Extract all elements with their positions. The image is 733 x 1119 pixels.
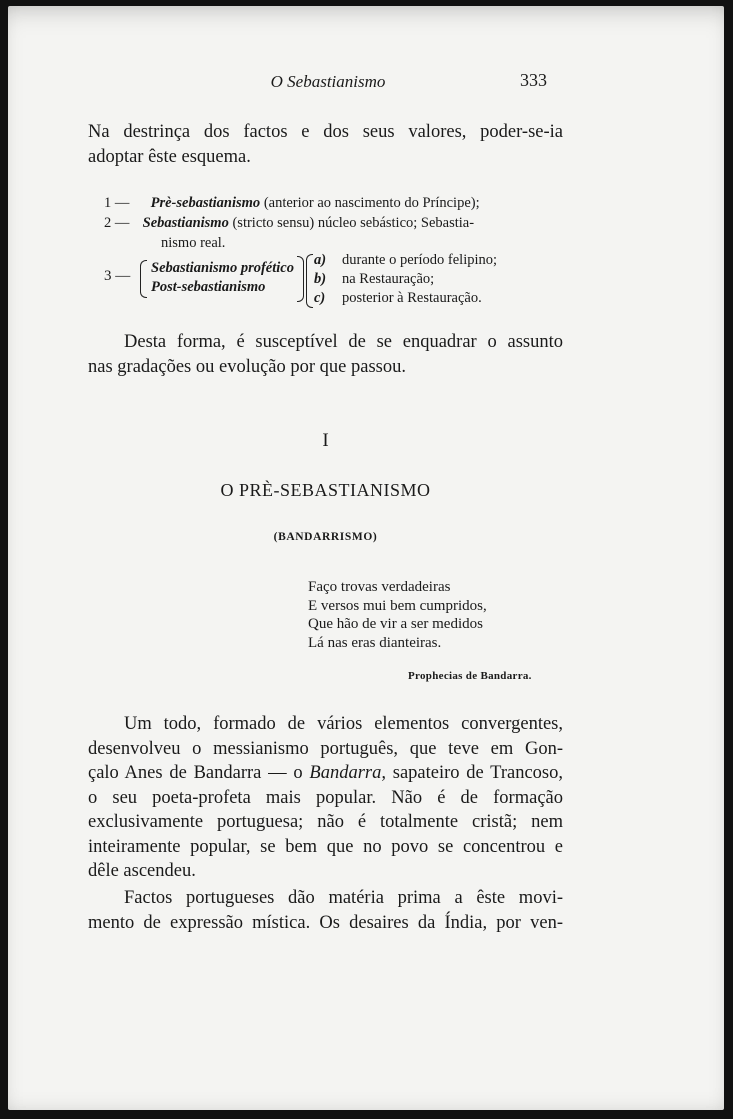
para2-line-2: nas gradações ou evolução por que passou. [88, 356, 406, 377]
section-subtitle: (BANDARRISMO) [273, 531, 378, 543]
body1-line-3-b: sapateiro de Trancoso, [385, 763, 563, 783]
book-page [8, 6, 724, 1110]
left-brace [140, 260, 147, 298]
intro-line-2: adoptar êste esquema. [88, 146, 251, 167]
subitem-c-text: posterior à Restauração. [342, 290, 482, 306]
body1-line-6: inteiramente popular, se bem que no povo se concentrou e [88, 836, 563, 857]
schema-subitem-b [314, 269, 434, 289]
bandarra-emphasis: Bandarra, [309, 763, 386, 783]
running-header-title: O Sebastianismo [270, 72, 386, 91]
page-number: 333 [520, 70, 547, 90]
body2-line-1: Factos portugueses dão matéria prima a êste movi- [124, 888, 563, 908]
epigraph [308, 578, 487, 652]
body1-line-3-a: çalo Anes de Bandarra — o [88, 763, 310, 783]
schema-item-2-desc: (stricto sensu) núcleo sebástico; Sebastia- [228, 215, 475, 231]
schema-item-2-term: Sebastianismo [142, 215, 229, 231]
body-paragraph-1 [88, 712, 563, 884]
body1-line-1: Um todo, formado de vários elementos convergentes, [124, 714, 563, 734]
subitem-b-letter: b) [314, 271, 327, 287]
schema-item-2-continued: nismo real. [161, 235, 226, 251]
schema-subitem-c [314, 288, 482, 308]
body1-line-5: exclusivamente portuguesa; não é totalmente cristã; nem [88, 812, 563, 832]
epigraph-line-2: E versos mui bem cumpridos, [308, 597, 487, 614]
subitem-c-letter: c) [314, 290, 326, 306]
body1-line-2: desenvolveu o messianismo português, que teve em Gon- [88, 738, 563, 759]
schema-item-3-number: 3 — [104, 268, 131, 284]
schema-item-1-desc: (anterior ao nascimento do Príncipe); [260, 195, 480, 211]
left-brace-2 [306, 254, 313, 308]
para2-line-1: Desta forma, é susceptível de se enquadrar o assunto [124, 332, 563, 352]
schema-item-2 [104, 213, 474, 233]
epigraph-line-1: Faço trovas verdadeiras [308, 579, 451, 595]
schema-item-3-term-b: Post-sebastianismo [151, 279, 266, 295]
body1-line-4: o seu poeta-profeta mais popular. Não é de formação [88, 787, 563, 808]
body2-line-2: mento de expressão mística. Os desaires da Índia, por ven- [88, 912, 563, 933]
section-title: O PRÈ-SEBASTIANISMO [220, 480, 431, 500]
schema-subitem-a [314, 250, 497, 270]
intro-paragraph [88, 120, 563, 169]
second-paragraph [88, 330, 563, 379]
subitem-a-letter: a) [314, 252, 327, 268]
schema-item-2-number: 2 — [104, 215, 130, 231]
schema-item-1-term: Prè-sebastianismo [150, 195, 261, 211]
body1-line-7: dêle ascendeu. [88, 861, 196, 881]
epigraph-attribution: Prophecias de Bandarra. [408, 670, 532, 682]
schema-item-1-number: 1 — [104, 195, 130, 211]
schema-item-3-term-a: Sebastianismo profético [151, 260, 294, 276]
epigraph-line-3: Que hão de vir a ser medidos [308, 616, 483, 633]
body1-line-3 [88, 761, 563, 786]
section-number: I [322, 430, 329, 451]
body-paragraph-2 [88, 886, 563, 935]
schema-item-1 [104, 193, 480, 213]
right-brace-1 [297, 256, 304, 302]
subitem-a-text: durante o período felipino; [342, 252, 498, 268]
subitem-b-text: na Restauração; [342, 271, 435, 287]
epigraph-line-4: Lá nas eras dianteiras. [308, 634, 442, 651]
intro-line-1: Na destrinça dos factos e dos seus valores, poder-se-ia [88, 122, 563, 142]
